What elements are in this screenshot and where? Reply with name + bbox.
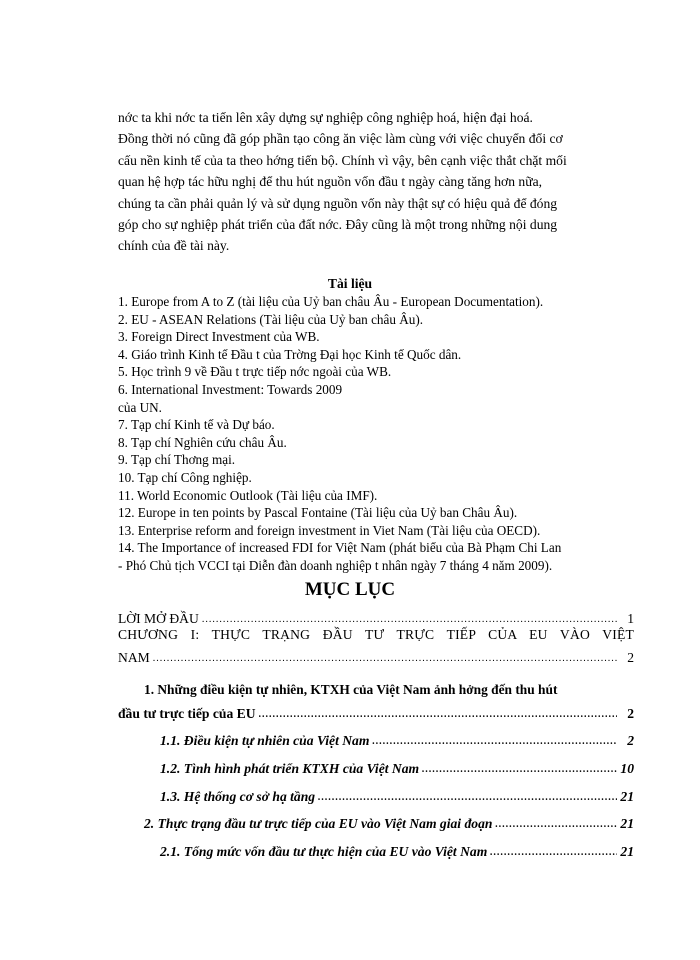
toc-leader xyxy=(318,791,617,805)
intro-paragraph xyxy=(118,107,634,257)
toc-heading: MỤC LỤC xyxy=(304,579,396,600)
toc-section-heading[interactable]: 1. Những điều kiện tự nhiên, KTXH của Việt Nam ảnh hởng đến thu hút xyxy=(144,682,558,697)
reference-item: 10. Tạp chí Công nghiệp. xyxy=(118,469,252,485)
toc-entry-label: 1.3. Hệ thống cơ sở hạ tầng xyxy=(160,789,316,804)
reference-item: 1. Europe from A to Z (tài liệu của Uỷ ban châu Âu - European Documentation). xyxy=(118,294,544,309)
toc-page-number: 21 xyxy=(620,844,634,859)
text-line: góp cho sự nghiệp phát triển của đất nớc. Đây cũng là một trong những nội dung xyxy=(118,217,558,233)
reference-item: 2. EU - ASEAN Relations (Tài liệu của Uỷ ban châu Âu). xyxy=(118,311,424,327)
references-list xyxy=(118,293,561,575)
toc-leader xyxy=(490,846,617,860)
toc-page-number: 2 xyxy=(627,650,634,665)
text-line: Đồng thời nó cũng đã góp phần tạo công ăn việc làm cùng với việc chuyển đổi cơ xyxy=(118,131,563,147)
toc-page-number: 1 xyxy=(627,611,634,626)
toc-leader xyxy=(153,652,617,666)
toc-page-number: 2 xyxy=(627,733,634,748)
text-line: chính của đề tài này. xyxy=(118,238,230,254)
reference-item: 5. Học trình 9 về Đầu t trực tiếp nớc ngoài của WB. xyxy=(118,364,392,380)
reference-item: của UN. xyxy=(118,399,162,415)
toc-entry-2-1[interactable] xyxy=(160,836,634,860)
toc-entry-label: LỜI MỞ ĐẦU xyxy=(118,611,199,626)
reference-item: 6. International Investment: Towards 2009 xyxy=(118,381,343,397)
toc-entry-label: đầu tư trực tiếp của EU xyxy=(118,706,256,721)
toc-entry-label: 1.1. Điều kiện tự nhiên của Việt Nam xyxy=(160,733,370,748)
reference-item: - Phó Chủ tịch VCCI tại Diễn đàn doanh nghiệp t nhân ngày 7 tháng 4 năm 2009). xyxy=(118,557,553,573)
text-line: nớc ta khi nớc ta tiến lên xây dựng sự nghiệp công nghiệp hoá, hiện đại hoá. xyxy=(118,110,533,125)
toc-leader xyxy=(202,613,617,627)
references-heading: Tài liệu xyxy=(327,276,373,291)
toc-leader xyxy=(259,708,617,722)
toc-entry-intro[interactable] xyxy=(118,603,634,627)
toc-chapter-heading[interactable]: CHƯƠNG I: THỰC TRẠNG ĐẦU TƯ TRỰC TIẾP CỦA EU VÀO VIỆT xyxy=(118,627,634,642)
reference-item: 7. Tạp chí Kinh tế và Dự báo. xyxy=(118,417,275,433)
reference-item: 12. Europe in ten points by Pascal Fontaine (Tài liệu của Uỷ ban Châu Âu). xyxy=(118,505,518,521)
toc-page-number: 10 xyxy=(620,761,634,776)
toc-leader xyxy=(422,763,617,777)
toc-leader xyxy=(495,818,617,832)
reference-item: 14. The Importance of increased FDI for Việt Nam (phát biểu của Bà Phạm Chi Lan xyxy=(118,540,562,556)
toc-entry-label: NAM xyxy=(118,650,150,665)
toc-entry-section-2[interactable] xyxy=(144,808,634,832)
toc-entry-1-1[interactable] xyxy=(160,725,634,749)
text-line: quan hệ hợp tác hữu nghị để thu hút nguồn vốn đầu t ngày càng tăng hơn nữa, xyxy=(118,174,543,190)
toc-entry-label: 2. Thực trạng đầu tư trực tiếp của EU vào Việt Nam giai đoạn xyxy=(144,816,493,831)
toc-page-number: 2 xyxy=(627,706,634,721)
toc-entry-1-2[interactable] xyxy=(160,753,634,777)
text-line: cấu nền kinh tế của ta theo hớng tiến bộ. Chính vì vậy, bên cạnh việc thắt chặt mối xyxy=(118,152,567,168)
toc-leader xyxy=(372,735,617,749)
reference-item: 4. Giáo trình Kinh tế Đầu t của Trờng Đại học Kinh tế Quốc dân. xyxy=(118,346,462,362)
toc-entry-label: 2.1. Tổng mức vốn đầu tư thực hiện của EU vào Việt Nam xyxy=(160,844,488,859)
reference-item: 3. Foreign Direct Investment của WB. xyxy=(118,329,320,345)
toc-entry-chapter-1[interactable] xyxy=(118,642,634,666)
reference-item: 9. Tạp chí Thơng mại. xyxy=(118,452,236,468)
toc-entry-label: 1.2. Tình hình phát triển KTXH của Việt Nam xyxy=(160,761,420,776)
text-line: chúng ta cần phải quản lý và sử dụng nguồn vốn này thật sự có hiệu quả để đóng xyxy=(118,195,558,211)
reference-item: 8. Tạp chí Nghiên cứu châu Âu. xyxy=(118,434,287,450)
toc-entry-1-3[interactable] xyxy=(160,781,634,805)
toc-entry-section-1[interactable] xyxy=(118,698,634,722)
reference-item: 13. Enterprise reform and foreign investment in Viet Nam (Tài liệu của OECD). xyxy=(118,522,541,538)
toc-page-number: 21 xyxy=(620,789,634,804)
toc-page-number: 21 xyxy=(620,816,634,831)
reference-item: 11. World Economic Outlook (Tài liệu của IMF). xyxy=(118,487,378,503)
